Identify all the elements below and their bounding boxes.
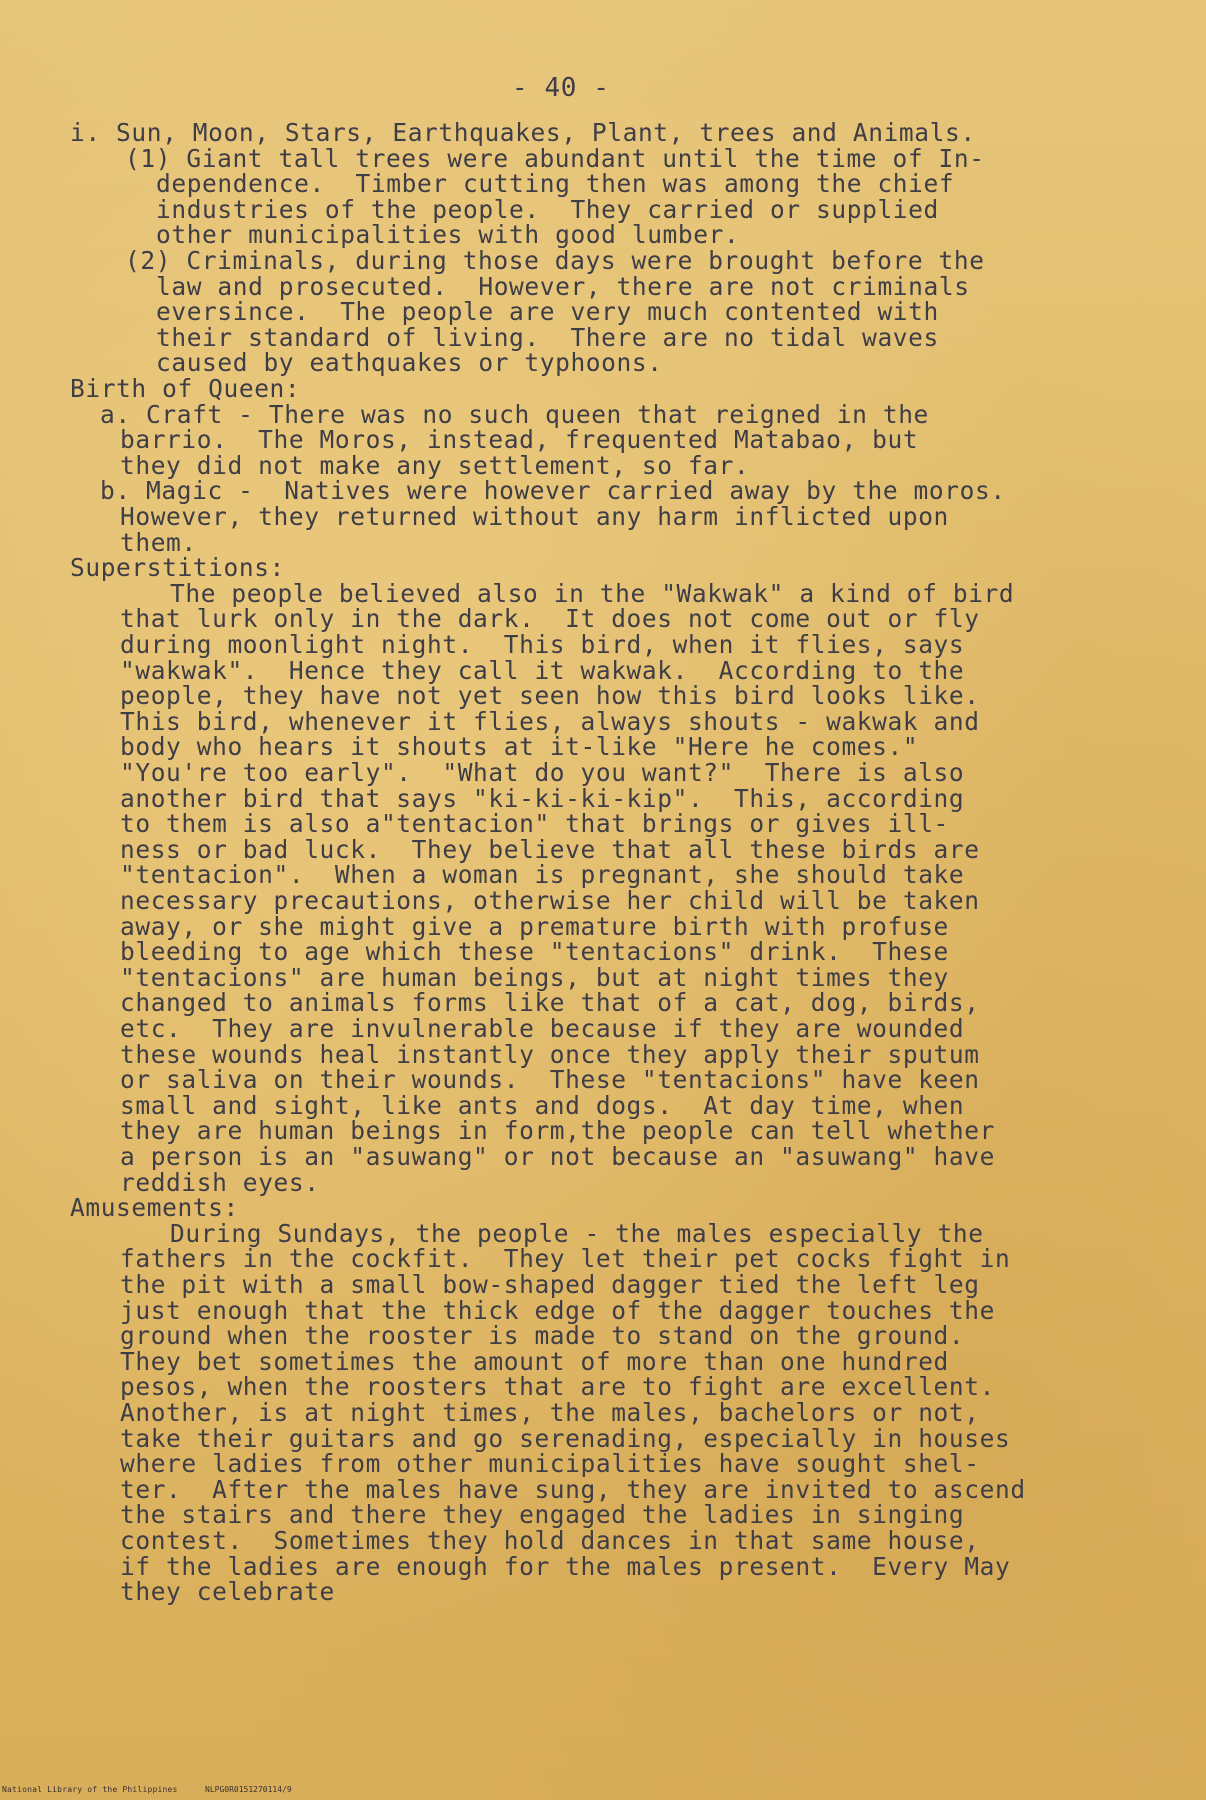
text-line: Amusements: — [70, 1193, 239, 1223]
text-line: Another, is at night times, the males, bachelors or not, — [120, 1398, 980, 1427]
text-line: caused by eathquakes or typhoons. — [156, 348, 663, 378]
text-line: they are human beings in form,the people can tell whether — [120, 1116, 995, 1146]
text-line: other municipalities with good lumber. — [156, 220, 740, 250]
text-line: take their guitars and go serenading, especially in houses — [120, 1423, 1011, 1453]
text-line: The people believed also in the "Wakwak" a kind of bird — [170, 578, 1015, 608]
text-line: these wounds heal instantly once they apply their sputum — [120, 1039, 980, 1069]
text-line: "wakwak". Hence they call it wakwak. According to the — [120, 655, 965, 685]
text-line: or saliva on their wounds. These "tentacions" have keen — [120, 1065, 980, 1095]
text-line: industries of the people. They carried or supplied — [156, 194, 939, 224]
text-line: (2) Criminals, during those days were brought before the — [125, 246, 985, 275]
text-line: to them is also a"tentacion" that brings or gives ill- — [120, 809, 949, 839]
text-line: Superstitions: — [70, 553, 285, 583]
body-text — [0, 118, 1206, 1788]
text-line: just enough that the thick edge of the dagger touches the — [120, 1295, 995, 1325]
text-line: during moonlight night. This bird, when it flies, says — [120, 630, 965, 659]
text-line: pesos, when the roosters that are to fight are excellent. — [120, 1372, 995, 1402]
text-line: ter. After the males have sung, they are invited to ascend — [120, 1474, 1026, 1504]
text-line: a. Craft - There was no such queen that reigned in the — [100, 399, 929, 429]
text-line: they celebrate — [120, 1577, 335, 1607]
text-line: the stairs and there they engaged the ladies in singing — [120, 1500, 965, 1530]
text-line: barrio. The Moros, instead, frequented Matabao, but — [120, 425, 919, 455]
text-line: "You're too early". "What do you want?" There is also — [120, 758, 965, 787]
text-line: dependence. Timber cutting then was among the chief — [156, 169, 955, 199]
text-line: contest. Sometimes they hold dances in that same house, — [120, 1526, 980, 1555]
text-line: eversince. The people are very much contented with — [156, 297, 939, 327]
footer-library: National Library of the Philippines — [2, 1785, 178, 1794]
text-line: another bird that says "ki-ki-ki-kip". This, according — [120, 783, 965, 813]
text-line: ness or bad luck. They believe that all these birds are — [120, 834, 980, 864]
text-line: the pit with a small bow-shaped dagger tied the left leg — [120, 1270, 980, 1299]
text-line: small and sight, like ants and dogs. At day time, when — [120, 1090, 965, 1120]
text-line: They bet sometimes the amount of more than one hundred — [120, 1346, 949, 1376]
text-line: (1) Giant tall trees were abundant until the time of In- — [125, 143, 985, 173]
footer-code: NLPG0R0151270114/9 — [205, 1785, 292, 1794]
page-number: - 40 - — [512, 73, 610, 103]
text-line: them. — [120, 527, 197, 557]
text-line: This bird, whenever it flies, always shouts - wakwak and — [120, 706, 980, 736]
text-line: where ladies from other municipalities have sought shel- — [120, 1449, 980, 1479]
text-line: changed to animals forms like that of a cat, dog, birds, — [120, 988, 980, 1018]
text-line: ground when the rooster is made to stand on the ground. — [120, 1321, 965, 1351]
text-line: bleeding to age which these "tentacions" drink. These — [120, 937, 949, 967]
text-line: a person is an "asuwang" or not because an "asuwang" have — [120, 1142, 995, 1171]
text-line: people, they have not yet seen how this bird looks like. — [120, 681, 980, 711]
text-line: "tentacion". When a woman is pregnant, she should take — [120, 860, 965, 890]
text-line: if the ladies are enough for the males present. Every May — [120, 1551, 1011, 1581]
text-line: etc. They are invulnerable because if they are wounded — [120, 1014, 965, 1043]
text-line: reddish eyes. — [120, 1167, 320, 1197]
text-line: "tentacions" are human beings, but at night times they — [120, 962, 949, 992]
text-line: fathers in the cockfit. They let their pet cocks fight in — [120, 1244, 1011, 1274]
text-line: Birth of Queen: — [70, 374, 301, 403]
text-line: However, they returned without any harm inflicted upon — [120, 502, 949, 531]
text-line: During Sundays, the people - the males especially the — [170, 1218, 984, 1248]
text-line: away, or she might give a premature birth with profuse — [120, 911, 949, 941]
text-line: b. Magic - Natives were however carried away by the moros. — [100, 476, 1006, 506]
text-line: body who hears it shouts at it-like "Here he comes." — [120, 732, 919, 762]
text-line: that lurk only in the dark. It does not come out or fly — [120, 604, 980, 634]
text-line: necessary precautions, otherwise her child will be taken — [120, 886, 980, 915]
text-line: they did not make any settlement, so far. — [120, 450, 750, 480]
text-line: i. Sun, Moon, Stars, Earthquakes, Plant, trees and Animals. — [70, 118, 976, 147]
text-line: law and prosecuted. However, there are not criminals — [156, 271, 970, 301]
text-line: their standard of living. There are no tidal waves — [156, 322, 939, 352]
